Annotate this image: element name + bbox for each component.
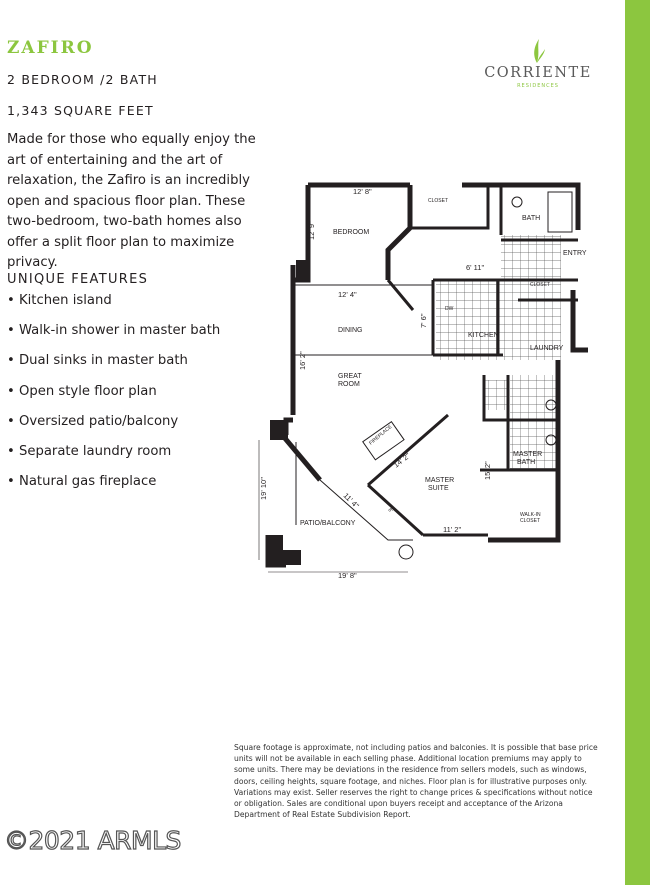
dimension-label: 6' 11" <box>466 263 485 272</box>
dimension-label: 19' 8" <box>338 571 357 580</box>
dimension-label: 7' 6" <box>419 313 428 328</box>
features-list <box>7 292 220 503</box>
room-label: SUITE <box>428 485 449 492</box>
wall-block <box>283 550 301 565</box>
wall-block <box>270 420 288 440</box>
room-label: ENTRY <box>563 250 587 257</box>
room-label: PATIO/BALCONY <box>300 520 356 527</box>
dimension-label: 15' 2" <box>483 461 492 480</box>
dimension-label: 12' 8" <box>353 187 372 196</box>
room-label: MASTER <box>425 477 455 484</box>
intro-paragraph: Made for those who equally enjoy the art of entertaining and the art of relaxation, the Zafiro is an incredibly open and spacious floor plan. These two-bedroom, two-bath homes also offer a split floor plan to maximize privacy. <box>7 132 256 270</box>
room-label: GREAT <box>338 373 362 380</box>
room-label: CLOSET <box>520 518 541 524</box>
accent-bar <box>625 0 650 885</box>
features-heading: UNIQUE FEATURES <box>7 272 149 287</box>
dimension-label: 14' 2" <box>391 450 412 470</box>
brand-logo <box>483 38 593 92</box>
bed-bath-label: 2 BEDROOM /2 BATH <box>7 72 158 87</box>
room-label: CLOSET <box>428 198 449 204</box>
logo-subtitle: RESIDENCES <box>517 83 559 89</box>
room-label: BEDROOM <box>333 229 370 236</box>
feature-item: • Natural gas fireplace <box>7 474 157 490</box>
feature-item: • Separate laundry room <box>7 443 172 459</box>
dimension-label: 12' 4" <box>338 290 357 299</box>
room-label: FIREPLACE <box>368 424 394 447</box>
dimension-label: 8' <box>386 507 394 515</box>
room-label: ROOM <box>338 381 360 388</box>
room-label: KITCHEN <box>468 332 499 339</box>
dimension-label: 16' 2" <box>298 351 307 370</box>
room-label: DINING <box>338 327 363 334</box>
plan-title: ZAFIRO <box>7 38 94 58</box>
room-label: BATH <box>522 215 541 222</box>
floor-plan <box>248 180 598 585</box>
feature-item: • Kitchen island <box>7 293 112 308</box>
watermark: ©2021 ARMLS <box>4 826 181 855</box>
room-label: LAUNDRY <box>530 345 564 352</box>
dimension-label: 11' 2" <box>443 525 462 534</box>
square-feet-label: 1,343 SQUARE FEET <box>7 103 154 118</box>
wall-block <box>268 535 283 565</box>
room-label: CLOSET <box>530 282 551 288</box>
leaf-icon <box>527 38 547 64</box>
dimension-label: 11' 4" <box>341 491 361 511</box>
room-label: DW <box>445 306 454 312</box>
feature-item: • Dual sinks in master bath <box>7 353 188 369</box>
disclaimer-text: Square footage is approximate, not including patios and balconies. It is possible that base price units will not be available in each selling phase. Additional location premiums may apply to some units. There may be deviations in the residence from sellers models, such as windows, doors, ceiling heights, square footage, and niches. Floor plan is for illustrative purposes only. Variations may exist. Seller reserves the right to change prices & specifications without notice or obligation. Sales are conditional upon buyers receipt and acceptance of the Arizona Department of Real Estate Subdivision Report. <box>234 743 598 820</box>
room-label: MASTER <box>513 451 543 458</box>
room-label: WALK-IN <box>520 512 541 518</box>
logo-wordmark: CORRIENTE <box>484 65 592 81</box>
bath-tile <box>501 235 561 280</box>
dimension-label: 19' 10" <box>259 477 268 500</box>
dimension-label: 12' 9" <box>307 221 316 240</box>
hall-tile <box>484 380 508 410</box>
room-label: BATH <box>517 459 536 466</box>
feature-item: • Oversized patio/balcony <box>7 413 179 429</box>
feature-item: • Walk-in shower in master bath <box>7 323 221 339</box>
feature-item: • Open style floor plan <box>7 383 157 399</box>
